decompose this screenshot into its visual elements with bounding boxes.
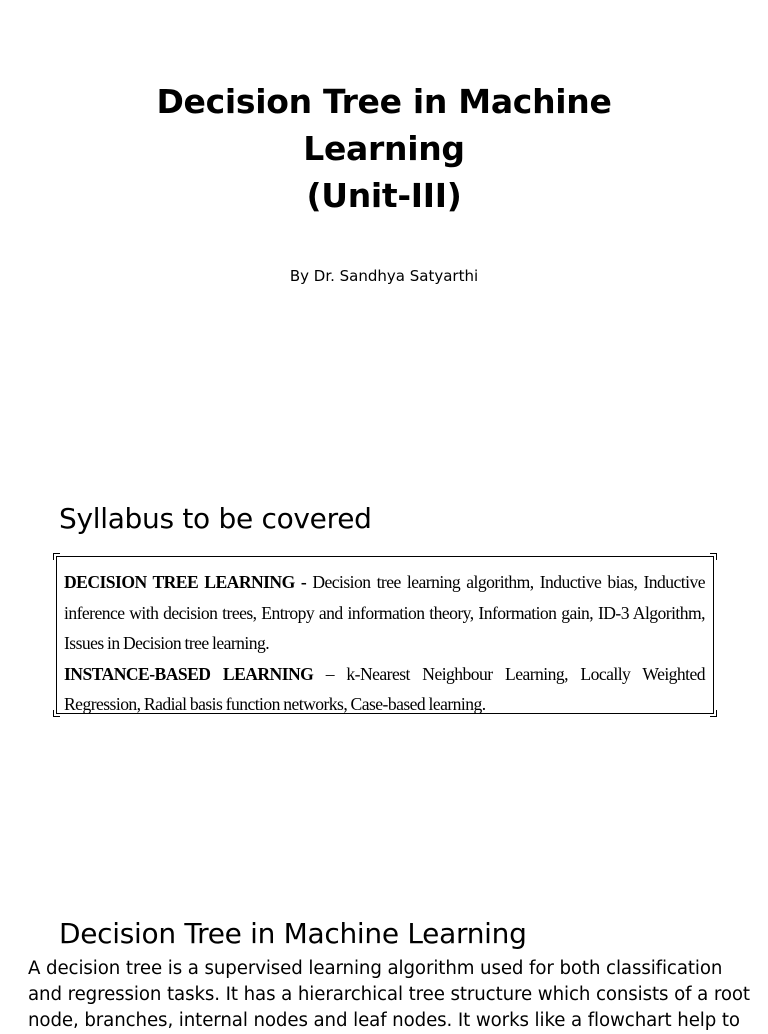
syllabus-section-decision-tree: [64, 567, 705, 659]
slide-title: [0, 78, 768, 219]
definition-slide: [0, 860, 768, 1031]
syllabus-box: [56, 556, 714, 714]
syllabus-section-topics: – k-Nearest Neighbour Learning, Locally Weighted Regression, Radial basis function networks, Case-based learning.: [64, 663, 705, 714]
box-corner-mark: [710, 553, 717, 560]
syllabus-section-title: DECISION TREE LEARNING -: [64, 572, 307, 592]
syllabus-section-title: INSTANCE-BASED LEARNING: [64, 663, 314, 684]
slide-title-line-3: (Unit-III): [306, 176, 462, 215]
syllabus-section-topics: Decision tree learning algorithm, Inductive bias, Inductive inference with decision trees, Entropy and information theory, Information gain, ID-3 Algorithm, Issues in Decision tree learning.: [64, 572, 705, 653]
syllabus-heading: Syllabus to be covered: [59, 502, 372, 536]
syllabus-section-instance-based: [64, 659, 705, 720]
definition-paragraph: A decision tree is a supervised learning algorithm used for both classification and regression tasks. It has a hierarchical tree structure which consists of a root node, branches, internal nodes and leaf nodes. It works like a flowchart help to: [28, 958, 750, 1031]
box-corner-mark: [710, 710, 717, 717]
box-corner-mark: [53, 710, 60, 717]
slide-title-line-2: Learning: [303, 129, 465, 168]
definition-heading: Decision Tree in Machine Learning: [59, 917, 527, 951]
slide-title-line-1: Decision Tree in Machine: [156, 82, 612, 121]
syllabus-slide: [0, 440, 768, 860]
author-byline: By Dr. Sandhya Satyarthi: [289, 267, 479, 285]
title-slide: [0, 0, 768, 440]
box-corner-mark: [53, 553, 60, 560]
